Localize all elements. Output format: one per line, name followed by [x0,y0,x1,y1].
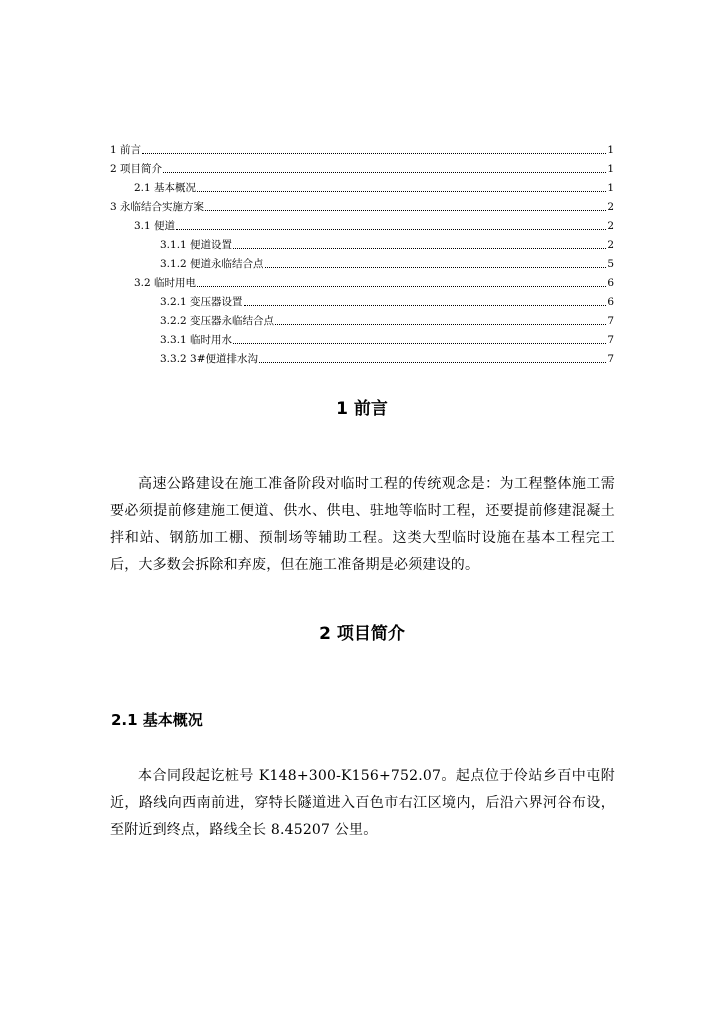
toc-entry[interactable] [110,271,614,290]
toc-entry[interactable] [110,290,614,309]
toc-entry-label: 3.3.2 3#便道排水沟 [160,353,259,365]
toc-entry-label: 3.1.2 便道永临结合点 [160,258,264,270]
toc-leader-dots [244,305,607,306]
toc-entry[interactable] [110,214,614,233]
toc-leader-dots [176,229,606,230]
toc-leader-dots [197,191,606,192]
toc-entry-page: 1 [607,182,614,194]
table-of-contents [110,138,614,366]
toc-entry-page: 6 [607,277,614,289]
toc-entry-page: 1 [607,144,614,156]
toc-entry-page: 7 [607,334,614,346]
toc-entry-page: 1 [607,163,614,175]
toc-entry-label: 3.2.2 变压器永临结合点 [160,315,275,327]
section-1-heading: 1 前言 [336,399,388,419]
toc-leader-dots [163,172,606,173]
toc-entry-label: 3.3.1 临时用水 [160,334,233,346]
toc-leader-dots [275,324,606,325]
toc-entry[interactable] [110,195,614,214]
toc-leader-dots [259,362,606,363]
toc-entry-page: 2 [607,239,614,251]
toc-leader-dots [233,248,606,249]
toc-entry[interactable] [110,176,614,195]
section-2-1-paragraph: 本合同段起讫桩号 K148+300-K156+752.07。起点位于伶站乡百中屯附近，路线向西南前进，穿特长隧道进入百色市右江区境内，后沿六界河谷布设，至附近到终点，路线全长 8.45207 公里。 [110,768,615,838]
toc-leader-dots [265,267,607,268]
toc-entry[interactable] [110,328,614,347]
toc-leader-dots [205,210,606,211]
toc-entry-label: 1 前言 [110,144,142,156]
toc-entry-page: 5 [607,258,614,270]
toc-entry-page: 2 [607,220,614,232]
toc-entry[interactable] [110,252,614,271]
toc-entry-page: 6 [607,296,614,308]
toc-leader-dots [233,343,606,344]
toc-entry[interactable] [110,233,614,252]
toc-entry-label: 3.1 便道 [134,220,176,232]
toc-entry[interactable] [110,138,614,157]
toc-entry[interactable] [110,347,614,366]
toc-entry-label: 2.1 基本概况 [134,182,197,194]
toc-entry[interactable] [110,309,614,328]
toc-entry[interactable] [110,157,614,176]
toc-leader-dots [142,153,606,154]
section-1-paragraph: 高速公路建设在施工准备阶段对临时工程的传统观念是：为工程整体施工需要必须提前修建施工便道、供水、供电、驻地等临时工程，还要提前修建混凝土拌和站、钢筋加工棚、预制场等辅助工程。这类大型临时设施在基本工程完工后，大多数会拆除和弃废，但在施工准备期是必须建设的。 [110,476,615,573]
toc-entry-label: 3.2.1 变压器设置 [160,296,243,308]
toc-entry-label: 2 项目简介 [110,163,163,175]
toc-leader-dots [197,286,606,287]
toc-entry-page: 2 [607,201,614,213]
section-2-1-heading: 2.1 基本概况 [111,711,203,729]
toc-entry-label: 3.2 临时用电 [134,277,197,289]
toc-entry-label: 3.1.1 便道设置 [160,239,233,251]
toc-entry-label: 3 永临结合实施方案 [110,201,205,213]
section-2-heading: 2 项目简介 [319,624,405,644]
toc-entry-page: 7 [607,315,614,327]
toc-entry-page: 7 [607,353,614,365]
